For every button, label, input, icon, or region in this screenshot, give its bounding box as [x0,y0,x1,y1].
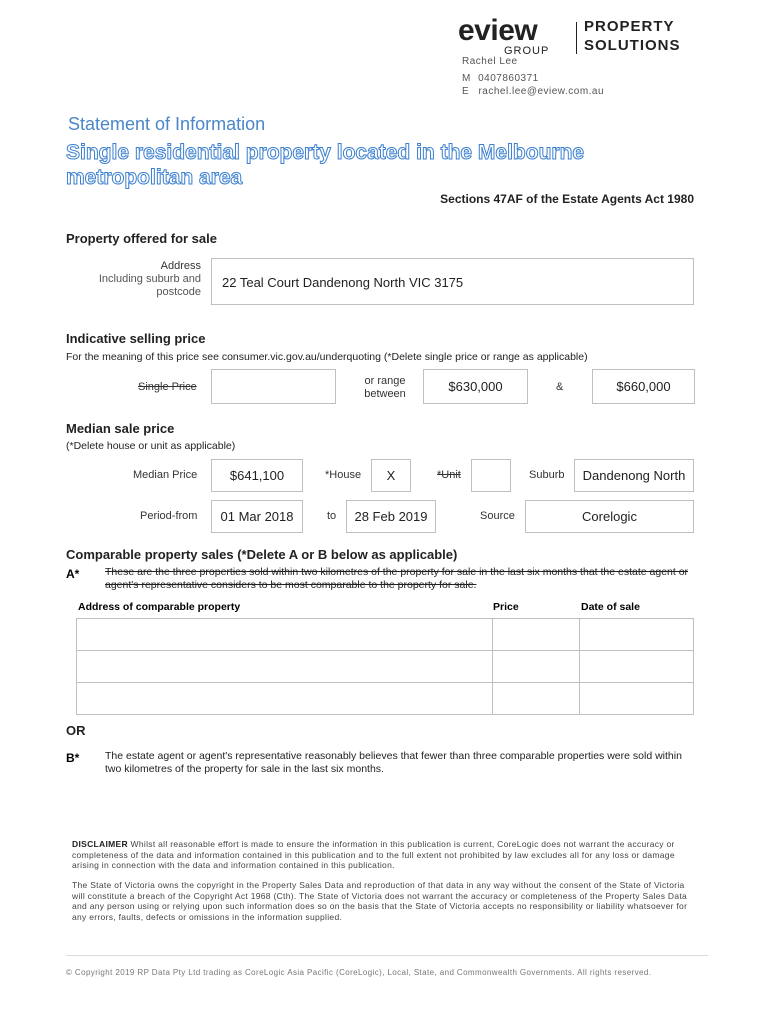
address-value: 22 Teal Court Dandenong North VIC 3175 [222,275,464,290]
option-a-text: These are the three properties sold within two kilometres of the property for sale in the last six months that the estate agent or agent's representative considers to be most comparable to the property for sale. [105,566,689,591]
comparable-price-cell[interactable] [493,683,580,715]
suburb-value: Dandenong North [582,468,686,483]
footer-divider [66,955,708,956]
unit-label: *Unit [437,469,461,481]
address-field[interactable] [211,258,694,305]
period-to-value: 28 Feb 2019 [354,509,428,524]
single-price-value [212,370,335,403]
period-to-field[interactable] [346,500,436,533]
address-label-line3: postcode [156,286,201,298]
table-row [77,651,694,683]
logo-solutions-text: SOLUTIONS [584,37,681,54]
house-label: *House [325,469,362,481]
source-field[interactable] [525,500,694,533]
mobile-prefix: M [462,73,471,84]
source-label: Source [480,510,515,522]
period-from-label: Period-from [140,510,198,522]
agent-name: Rachel Lee [462,56,518,67]
logo-group-text: GROUP [504,45,550,57]
median-price-label: Median Price [133,469,198,481]
suburb-field[interactable] [574,459,694,492]
logo-eview-text: eview [458,14,538,47]
col-header-price: Price [493,601,519,613]
disclaimer-text-1: Whilst all reasonable effort is made to ensure the information in this publication is current, CoreLogic does not warrant the accuracy or completeness of the data and information contained in this publication and to the full extent not prohibited by law excludes all for any loss or damage arising in connection with the data and information contained in this publication. [72,839,675,870]
option-b-text: The estate agent or agent's representative reasonably believes that fewer than three comparable properties were sold within two kilometres of the property for sale in the last six months. [105,750,682,775]
company-logo [456,12,696,60]
indicative-price-heading: Indicative selling price [66,331,206,346]
range-label [355,375,415,401]
agent-email [462,86,604,97]
logo-property-text: PROPERTY [584,18,675,35]
comparable-table [76,618,694,715]
disclaimer-paragraph-1 [72,839,692,871]
indicative-price-note: For the meaning of this price see consumer.vic.gov.au/underquoting (*Delete single price or range as applicable) [66,351,588,363]
comparable-price-cell[interactable] [493,651,580,683]
disclaimer-paragraph-2: The State of Victoria owns the copyright in the Property Sales Data and reproduction of that data in any way without the consent of the State of Victoria will constitute a breach of the Copyright Act 1968 (Cth). The State of Victoria does not warrant the accuracy or completeness of the Property Sales Data and any person using or relying upon such information does so on the basis that the State of Victoria accepts no responsibility or liability whatsoever for any errors, faults, defects or omissions in the information supplied. [72,880,688,922]
range-high-value: $660,000 [616,379,671,394]
period-to-label: to [327,510,337,522]
comparable-date-cell[interactable] [580,683,694,715]
mobile-number: 0407860371 [478,73,539,84]
unit-field[interactable] [471,459,511,492]
act-reference: Sections 47AF of the Estate Agents Act 1980 [440,192,694,206]
median-price-value: $641,100 [229,468,285,483]
range-high-field[interactable] [592,369,695,404]
main-title: Single residential property located in the Melbourne metropolitan area [66,141,585,189]
agent-mobile [462,73,539,84]
range-label-line2: between [364,388,406,400]
or-separator: OR [66,723,86,738]
suburb-label: Suburb [529,469,565,481]
comparable-date-cell[interactable] [580,619,694,651]
col-header-address: Address of comparable property [78,601,241,613]
house-field[interactable] [371,459,411,492]
address-label-line2: Including suburb and [98,273,201,285]
median-price-field[interactable] [211,459,303,492]
range-low-field[interactable] [423,369,528,404]
median-heading: Median sale price [66,421,175,436]
house-value: X [386,468,396,483]
comparable-address-cell[interactable] [77,619,493,651]
address-label-line1: Address [160,260,201,272]
disclaimer-label: DISCLAIMER [72,839,128,849]
range-low-value: $630,000 [448,379,503,394]
period-from-field[interactable] [211,500,303,533]
single-price-field[interactable] [211,369,336,404]
comparable-price-cell[interactable] [493,619,580,651]
property-heading: Property offered for sale [66,231,217,246]
email-address[interactable]: rachel.lee@eview.com.au [478,86,605,97]
address-label [80,260,201,299]
table-row [77,619,694,651]
comparable-address-cell[interactable] [77,651,493,683]
median-note: (*Delete house or unit as applicable) [66,440,236,452]
option-b-marker: B* [66,751,80,765]
single-price-label: Single Price [138,381,197,393]
comparable-heading: Comparable property sales (*Delete A or B below as applicable) [66,547,458,562]
logo-divider [576,22,577,54]
email-prefix: E [462,86,470,97]
footer-copyright: © Copyright 2019 RP Data Pty Ltd trading as CoreLogic Asia Pacific (CoreLogic), Local, State, and Commonwealth Governments. All rights reserved. [66,968,652,977]
comparable-date-cell[interactable] [580,651,694,683]
source-value: Corelogic [582,509,637,524]
table-row [77,683,694,715]
range-label-line1: or range [364,375,406,387]
unit-value [472,460,510,491]
statement-title: Statement of Information [68,114,266,134]
col-header-date: Date of sale [581,601,640,613]
period-from-value: 01 Mar 2018 [220,509,294,524]
comparable-address-cell[interactable] [77,683,493,715]
range-ampersand: & [556,381,564,393]
option-a-marker: A* [66,567,80,581]
